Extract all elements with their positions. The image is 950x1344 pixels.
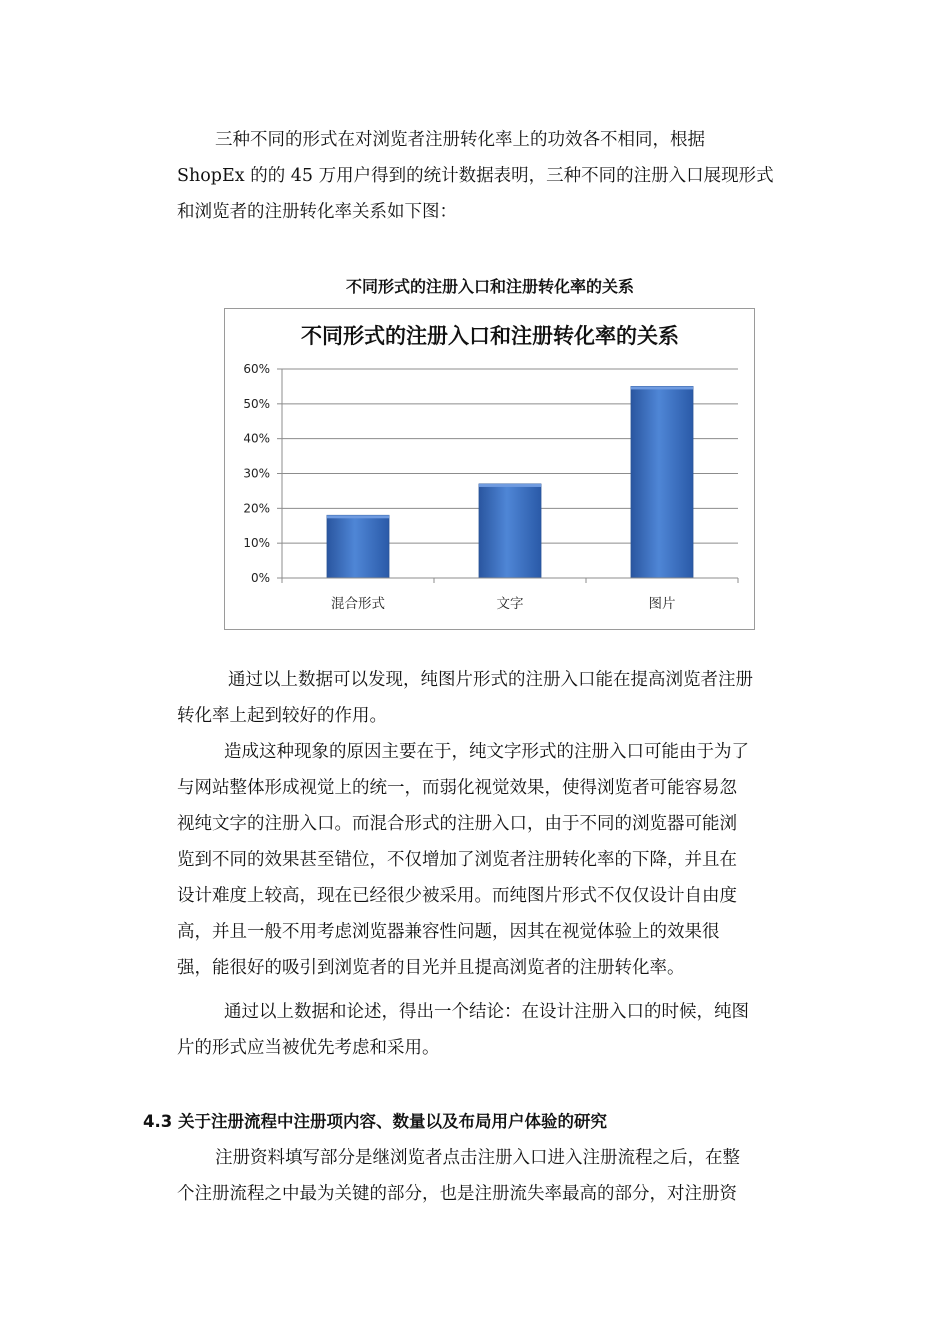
reason-line-6: 高，并且一般不用考虑浏览器兼容性问题，因其在视觉体验上的效果很 — [177, 922, 720, 942]
reason-line-3: 视纯文字的注册入口。而混合形式的注册入口，由于不同的浏览器可能浏 — [177, 814, 737, 834]
bar-top-highlight — [631, 386, 693, 389]
conclusion-line-2: 片的形式应当被优先考虑和采用。 — [177, 1038, 440, 1058]
intro-line-2: ShopEx 的的 45 万用户得到的统计数据表明，三种不同的注册入口展现形式 — [177, 166, 774, 186]
y-tick-label: 0% — [250, 571, 270, 585]
intro-line-1: 三种不同的形式在对浏览者注册转化率上的功效各不相同，根据 — [215, 130, 705, 150]
chart-title: 不同形式的注册入口和注册转化率的关系 — [301, 324, 679, 348]
reason-line-7: 强，能很好的吸引到浏览者的目光并且提高浏览者的注册转化率。 — [177, 958, 685, 978]
figure-caption: 不同形式的注册入口和注册转化率的关系 — [345, 277, 634, 296]
y-tick-label: 40% — [243, 431, 270, 446]
chart-canvas — [225, 309, 756, 631]
result-line-1: 通过以上数据可以发现，纯图片形式的注册入口能在提高浏览者注册 — [228, 670, 753, 690]
bar-chart — [224, 308, 755, 630]
reason-line-1: 造成这种现象的原因主要在于，纯文字形式的注册入口可能由于为了 — [224, 742, 749, 762]
section-heading: 4.3 关于注册流程中注册项内容、数量以及布局用户体验的研究 — [143, 1112, 607, 1131]
bar-1 — [327, 515, 389, 578]
y-tick-label: 50% — [243, 396, 270, 411]
bar-top-highlight — [479, 484, 541, 487]
reason-line-4: 览到不同的效果甚至错位，不仅增加了浏览者注册转化率的下降，并且在 — [177, 850, 737, 870]
bar-top-highlight — [327, 515, 389, 518]
conclusion-line-1: 通过以上数据和论述，得出一个结论：在设计注册入口的时候，纯图 — [224, 1002, 749, 1022]
x-category-label: 文字 — [496, 596, 524, 612]
y-tick-label: 20% — [243, 501, 270, 516]
result-line-2: 转化率上起到较好的作用。 — [177, 706, 387, 726]
reason-line-2: 与网站整体形成视觉上的统一，而弱化视觉效果，使得浏览者可能容易忽 — [177, 778, 737, 798]
section-line-1: 注册资料填写部分是继浏览者点击注册入口进入注册流程之后，在整 — [215, 1148, 740, 1168]
bar-2 — [479, 484, 541, 578]
x-category-label: 混合形式 — [331, 596, 385, 612]
intro-line-3: 和浏览者的注册转化率关系如下图： — [177, 202, 457, 222]
x-category-label: 图片 — [648, 596, 676, 612]
y-tick-label: 10% — [243, 536, 270, 551]
reason-line-5: 设计难度上较高，现在已经很少被采用。而纯图片形式不仅仅设计自由度 — [177, 886, 737, 906]
y-tick-label: 30% — [243, 466, 270, 481]
bar-3 — [631, 386, 693, 578]
y-tick-label: 60% — [243, 362, 270, 376]
section-line-2: 个注册流程之中最为关键的部分，也是注册流失率最高的部分，对注册资 — [177, 1184, 737, 1204]
